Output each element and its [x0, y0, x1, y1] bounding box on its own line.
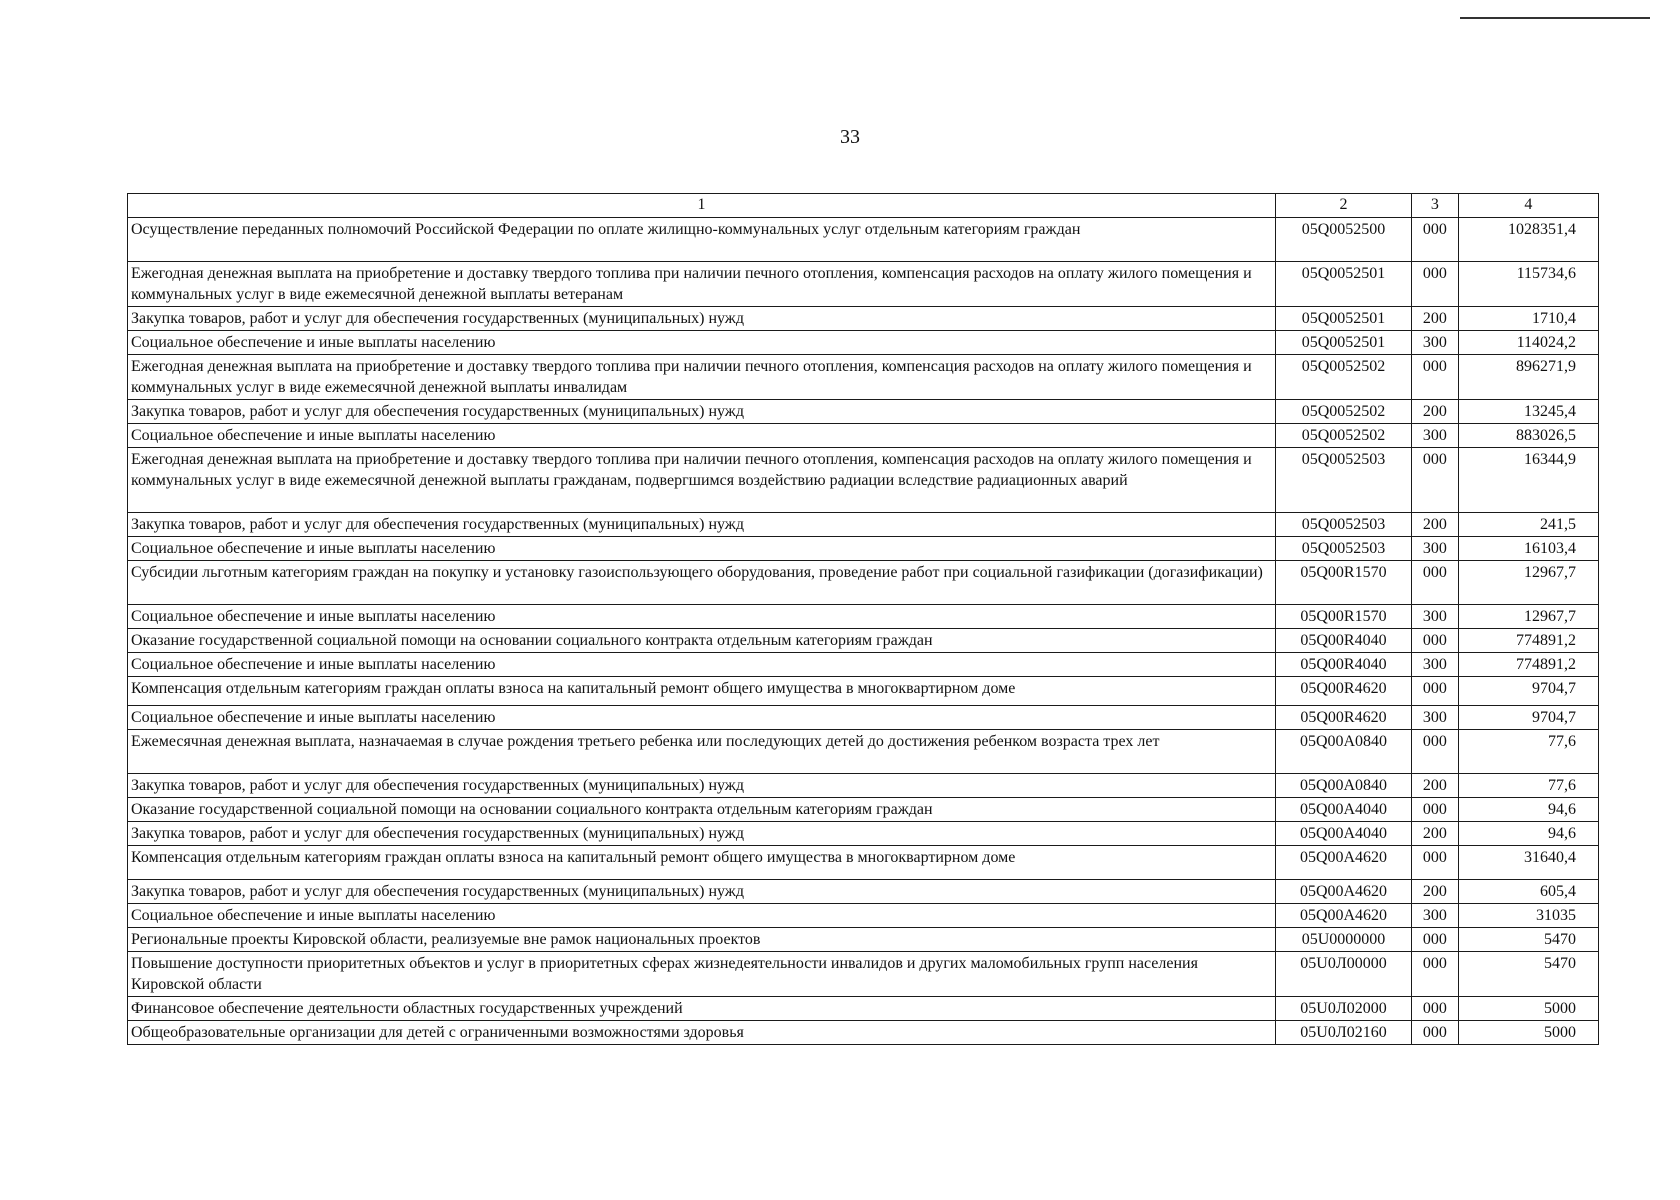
cell-sum: 13245,4	[1458, 400, 1598, 424]
cell-name: Общеобразовательные организации для детей с ограниченными возможностями здоровья	[128, 1021, 1276, 1045]
header-col-2: 2	[1275, 194, 1411, 218]
cell-sum: 16344,9	[1458, 448, 1598, 513]
cell-name: Региональные проекты Кировской области, реализуемые вне рамок национальных проектов	[128, 928, 1276, 952]
cell-code: 05Q0052501	[1275, 262, 1411, 307]
cell-type: 000	[1412, 262, 1459, 307]
cell-sum: 605,4	[1458, 880, 1598, 904]
cell-code: 05Q0052502	[1275, 424, 1411, 448]
cell-type: 200	[1412, 513, 1459, 537]
cell-name: Ежегодная денежная выплата на приобретение и доставку твердого топлива при наличии печного отопления, компенсация расходов на оплату жилого помещения и коммунальных услуг в виде ежемесячной денежной выплаты ветеранам	[128, 262, 1276, 307]
header-col-3: 3	[1412, 194, 1459, 218]
cell-name: Повышение доступности приоритетных объектов и услуг в приоритетных сферах жизнедеятельности инвалидов и других маломобильных групп населения Кировской области	[128, 952, 1276, 997]
cell-name: Закупка товаров, работ и услуг для обеспечения государственных (муниципальных) нужд	[128, 880, 1276, 904]
cell-type: 000	[1412, 355, 1459, 400]
table-row	[128, 307, 1599, 331]
table-row	[128, 400, 1599, 424]
cell-name: Социальное обеспечение и иные выплаты населению	[128, 706, 1276, 730]
cell-name: Социальное обеспечение и иные выплаты населению	[128, 537, 1276, 561]
cell-name: Социальное обеспечение и иные выплаты населению	[128, 653, 1276, 677]
table-row	[128, 798, 1599, 822]
cell-name: Оказание государственной социальной помощи на основании социального контракта отдельным категориям граждан	[128, 798, 1276, 822]
cell-name: Компенсация отдельным категориям граждан оплаты взноса на капитальный ремонт общего имущества в многоквартирном доме	[128, 846, 1276, 880]
budget-table	[127, 193, 1599, 1045]
table-row	[128, 355, 1599, 400]
cell-code: 05Q00R4040	[1275, 653, 1411, 677]
cell-name: Ежемесячная денежная выплата, назначаемая в случае рождения третьего ребенка или последующих детей до достижения ребенком возраста трех лет	[128, 730, 1276, 774]
cell-code: 05Q00A4040	[1275, 798, 1411, 822]
cell-type: 300	[1412, 904, 1459, 928]
cell-type: 000	[1412, 1021, 1459, 1045]
cell-name: Финансовое обеспечение деятельности областных государственных учреждений	[128, 997, 1276, 1021]
table-row	[128, 730, 1599, 774]
cell-code: 05Q0052501	[1275, 307, 1411, 331]
table-row	[128, 677, 1599, 706]
cell-sum: 31035	[1458, 904, 1598, 928]
cell-code: 05U0000000	[1275, 928, 1411, 952]
cell-name: Закупка товаров, работ и услуг для обеспечения государственных (муниципальных) нужд	[128, 513, 1276, 537]
cell-name: Ежегодная денежная выплата на приобретение и доставку твердого топлива при наличии печного отопления, компенсация расходов на оплату жилого помещения и коммунальных услуг в виде ежемесячной денежной выплаты инвалидам	[128, 355, 1276, 400]
cell-sum: 896271,9	[1458, 355, 1598, 400]
cell-type: 000	[1412, 798, 1459, 822]
cell-sum: 5000	[1458, 1021, 1598, 1045]
cell-code: 05Q0052503	[1275, 513, 1411, 537]
cell-sum: 9704,7	[1458, 677, 1598, 706]
table-row	[128, 513, 1599, 537]
cell-name: Закупка товаров, работ и услуг для обеспечения государственных (муниципальных) нужд	[128, 400, 1276, 424]
cell-code: 05Q00A4620	[1275, 904, 1411, 928]
table-row	[128, 1021, 1599, 1045]
table-row	[128, 424, 1599, 448]
cell-code: 05Q0052503	[1275, 537, 1411, 561]
cell-sum: 5470	[1458, 928, 1598, 952]
header-col-1: 1	[128, 194, 1276, 218]
cell-name: Социальное обеспечение и иные выплаты населению	[128, 605, 1276, 629]
cell-name: Оказание государственной социальной помощи на основании социального контракта отдельным категориям граждан	[128, 629, 1276, 653]
cell-name: Компенсация отдельным категориям граждан оплаты взноса на капитальный ремонт общего имущества в многоквартирном доме	[128, 677, 1276, 706]
table-row	[128, 605, 1599, 629]
cell-name: Закупка товаров, работ и услуг для обеспечения государственных (муниципальных) нужд	[128, 774, 1276, 798]
cell-sum: 77,6	[1458, 730, 1598, 774]
table-row	[128, 952, 1599, 997]
table-row	[128, 262, 1599, 307]
cell-code: 05Q00A0840	[1275, 774, 1411, 798]
cell-code: 05Q00A4040	[1275, 822, 1411, 846]
table-row	[128, 880, 1599, 904]
cell-type: 000	[1412, 846, 1459, 880]
cell-code: 05Q0052503	[1275, 448, 1411, 513]
cell-code: 05Q00A4620	[1275, 880, 1411, 904]
table-row	[128, 822, 1599, 846]
cell-type: 000	[1412, 997, 1459, 1021]
cell-type: 000	[1412, 952, 1459, 997]
corner-rule	[1460, 17, 1650, 19]
cell-sum: 31640,4	[1458, 846, 1598, 880]
cell-type: 000	[1412, 218, 1459, 262]
cell-name: Закупка товаров, работ и услуг для обеспечения государственных (муниципальных) нужд	[128, 307, 1276, 331]
cell-name: Социальное обеспечение и иные выплаты населению	[128, 424, 1276, 448]
cell-sum: 77,6	[1458, 774, 1598, 798]
page-number: 33	[840, 126, 860, 148]
cell-code: 05Q0052502	[1275, 400, 1411, 424]
cell-code: 05U0Л00000	[1275, 952, 1411, 997]
cell-sum: 114024,2	[1458, 331, 1598, 355]
cell-code: 05Q00R4040	[1275, 629, 1411, 653]
cell-code: 05U0Л02160	[1275, 1021, 1411, 1045]
table-row	[128, 448, 1599, 513]
cell-sum: 16103,4	[1458, 537, 1598, 561]
cell-sum: 94,6	[1458, 822, 1598, 846]
cell-type: 000	[1412, 730, 1459, 774]
cell-sum: 94,6	[1458, 798, 1598, 822]
cell-sum: 12967,7	[1458, 605, 1598, 629]
cell-type: 200	[1412, 880, 1459, 904]
cell-name: Социальное обеспечение и иные выплаты населению	[128, 904, 1276, 928]
cell-sum: 1028351,4	[1458, 218, 1598, 262]
cell-code: 05Q00R1570	[1275, 561, 1411, 605]
cell-name: Субсидии льготным категориям граждан на покупку и установку газоиспользующего оборудования, проведение работ при социальной газификации (догазификации)	[128, 561, 1276, 605]
cell-type: 300	[1412, 653, 1459, 677]
cell-code: 05Q0052501	[1275, 331, 1411, 355]
cell-code: 05Q0052502	[1275, 355, 1411, 400]
cell-name: Ежегодная денежная выплата на приобретение и доставку твердого топлива при наличии печного отопления, компенсация расходов на оплату жилого помещения и коммунальных услуг в виде ежемесячной денежной выплаты гражданам, подвергшимся воздействию радиации вследствие радиационных аварий	[128, 448, 1276, 513]
cell-type: 300	[1412, 424, 1459, 448]
cell-name: Осуществление переданных полномочий Российской Федерации по оплате жилищно-коммунальных услуг отдельным категориям граждан	[128, 218, 1276, 262]
table-row	[128, 774, 1599, 798]
cell-type: 300	[1412, 537, 1459, 561]
cell-code: 05Q0052500	[1275, 218, 1411, 262]
cell-code: 05Q00A4620	[1275, 846, 1411, 880]
cell-sum: 9704,7	[1458, 706, 1598, 730]
cell-sum: 115734,6	[1458, 262, 1598, 307]
cell-type: 000	[1412, 448, 1459, 513]
cell-type: 000	[1412, 677, 1459, 706]
cell-code: 05Q00R1570	[1275, 605, 1411, 629]
cell-sum: 774891,2	[1458, 629, 1598, 653]
cell-type: 000	[1412, 561, 1459, 605]
table-row	[128, 846, 1599, 880]
cell-code: 05Q00R4620	[1275, 677, 1411, 706]
cell-sum: 774891,2	[1458, 653, 1598, 677]
cell-code: 05U0Л02000	[1275, 997, 1411, 1021]
cell-type: 300	[1412, 605, 1459, 629]
table-body	[128, 218, 1599, 1045]
cell-type: 000	[1412, 629, 1459, 653]
cell-type: 200	[1412, 822, 1459, 846]
cell-sum: 241,5	[1458, 513, 1598, 537]
cell-type: 200	[1412, 400, 1459, 424]
table-row	[128, 706, 1599, 730]
table-row	[128, 561, 1599, 605]
cell-sum: 883026,5	[1458, 424, 1598, 448]
cell-name: Закупка товаров, работ и услуг для обеспечения государственных (муниципальных) нужд	[128, 822, 1276, 846]
cell-type: 300	[1412, 331, 1459, 355]
cell-sum: 1710,4	[1458, 307, 1598, 331]
table-row	[128, 331, 1599, 355]
table-row	[128, 537, 1599, 561]
cell-name: Социальное обеспечение и иные выплаты населению	[128, 331, 1276, 355]
cell-sum: 5000	[1458, 997, 1598, 1021]
cell-code: 05Q00R4620	[1275, 706, 1411, 730]
header-row	[128, 194, 1599, 218]
cell-type: 300	[1412, 706, 1459, 730]
table-row	[128, 928, 1599, 952]
header-col-4: 4	[1458, 194, 1598, 218]
cell-code: 05Q00A0840	[1275, 730, 1411, 774]
cell-sum: 5470	[1458, 952, 1598, 997]
cell-type: 200	[1412, 774, 1459, 798]
table-row	[128, 653, 1599, 677]
table-row	[128, 218, 1599, 262]
cell-type: 000	[1412, 928, 1459, 952]
cell-type: 200	[1412, 307, 1459, 331]
cell-sum: 12967,7	[1458, 561, 1598, 605]
table-row	[128, 629, 1599, 653]
table-row	[128, 997, 1599, 1021]
table-row	[128, 904, 1599, 928]
